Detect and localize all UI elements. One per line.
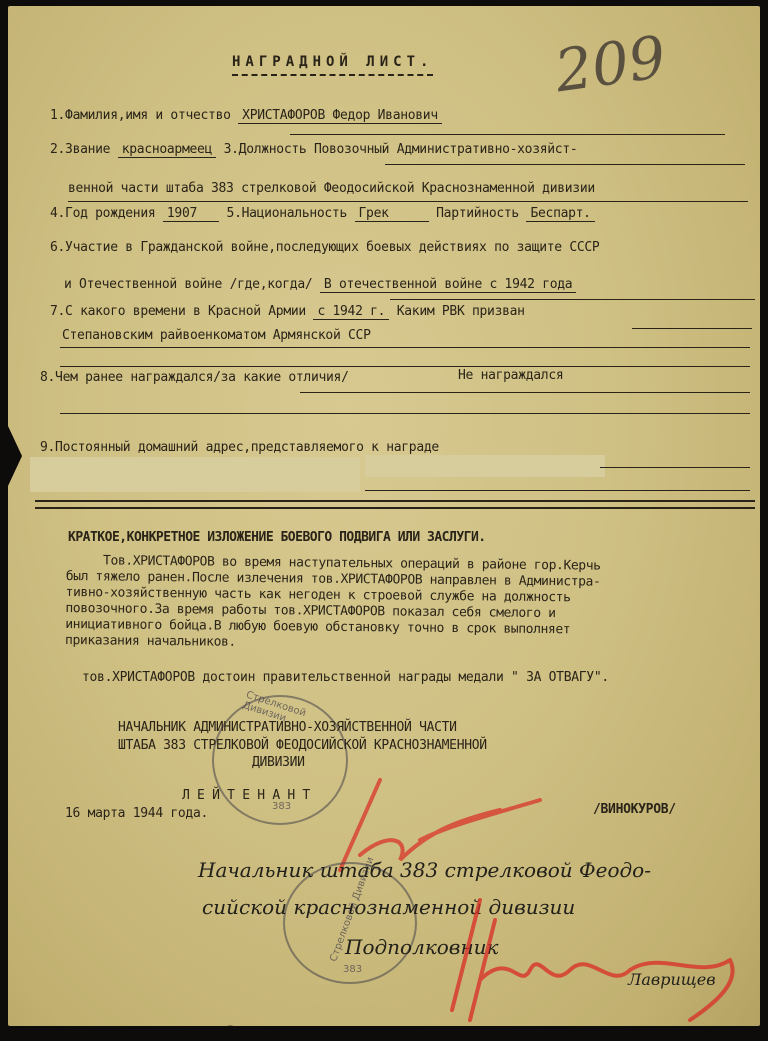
signatory-name: /ВИНОКУРОВ/: [593, 802, 676, 817]
rule: [365, 490, 750, 491]
pencil-registration-number: 209: [550, 22, 670, 106]
stamp-number: 383: [272, 801, 292, 812]
field-2-label: 2.Звание: [50, 142, 111, 157]
document-title: НАГРАДНОЙ ЛИСТ.: [232, 54, 433, 76]
rule: [600, 467, 750, 468]
field-1-label: 1.Фамилия,имя и отчество: [50, 108, 231, 123]
stamp-text: Стрелковой Дивизии: [241, 689, 308, 725]
field-4-value: 1907: [163, 206, 219, 222]
field-5-label: 5.Национальность: [226, 206, 347, 221]
rule: [390, 299, 755, 300]
stamp-number: 383: [343, 964, 363, 975]
field-1: [50, 108, 442, 123]
field-7-label: 7.С какого времени в Красной Армии: [50, 304, 306, 319]
rule: [60, 366, 750, 367]
divider-double: [35, 500, 755, 502]
summary-line: был тяжело ранен.После излечения тов.ХРИСТАФОРОВ направлен в Администра-: [65, 568, 601, 590]
field-7b-value: Степановским райвоенкоматом Армянской ССР: [62, 328, 371, 343]
signatory-rank: Л Е Й Т Е Н А Н Т: [182, 788, 310, 803]
summary-line: Тов.ХРИСТАФОРОВ во время наступательных операций в районе гор.Керчь: [65, 553, 601, 574]
field-4-5: [50, 206, 595, 221]
conclusion: тов.ХРИСТАФОРОВ достоин правительственной награды медали " ЗА ОТВАГУ".: [82, 670, 609, 685]
summary-title: КРАТКОЕ,КОНКРЕТНОЕ ИЗЛОЖЕНИЕ БОЕВОГО ПОДВИГА ИЛИ ЗАСЛУГИ.: [68, 530, 486, 545]
field-8: [40, 370, 349, 385]
field-9-label: 9.Постоянный домашний адрес,представляемого к награде: [40, 440, 439, 455]
rule: [60, 413, 750, 414]
field-6-label-line1: 6.Участие в Гражданской войне,последующих боевых действиях по защите СССР: [50, 240, 600, 255]
handwritten-line1: Начальник штаба 383 стрелковой Феодо-: [198, 858, 651, 882]
summary-text: [65, 553, 756, 656]
paper-tear: [8, 426, 22, 486]
rule: [385, 164, 745, 165]
summary-line: инициативного бойца.В любую боевую обстановку точно в срок выполняет: [65, 616, 571, 638]
field-6-value: В отечественной войне с 1942 года: [320, 277, 576, 293]
signatory-line3: ДИВИЗИИ: [252, 755, 305, 770]
field-6-line2: [64, 277, 576, 292]
rule: [290, 134, 725, 135]
signatory-line2: ШТАБА 383 СТРЕЛКОВОЙ ФЕОДОСИЙСКОЙ КРАСНОЗНАМЕННОЙ: [118, 738, 487, 753]
field-3-value-line1: Повозочный Административно-хозяйст-: [313, 142, 578, 157]
handwritten-name: Лаврищев: [628, 970, 716, 989]
rule: [300, 392, 750, 393]
rule: [632, 328, 752, 329]
field-5-value: Грек: [355, 206, 429, 222]
field-3-continued: [68, 181, 595, 196]
field-8-value: Не награждался: [458, 368, 564, 383]
field-3-label: 3.Должность: [223, 142, 307, 157]
field-2-3: [50, 142, 577, 157]
party-value: Беспарт.: [526, 206, 594, 222]
field-7: [50, 304, 525, 319]
summary-line: тивно-хозяйственную часть как негоден к строевой службе на должность: [65, 584, 571, 606]
field-4-label: 4.Год рождения: [50, 206, 156, 221]
redacted-address: [30, 457, 360, 492]
summary-line: повозочного.За время работы тов.ХРИСТАФОРОВ показал себя смелого и: [65, 600, 556, 622]
field-6-label-line2: и Отечественной войне /где,когда/: [64, 277, 313, 292]
field-7b-label: Каким РВК призван: [396, 304, 525, 319]
redacted-address: [365, 455, 605, 477]
field-7-value: с 1942 г.: [313, 304, 389, 320]
handwritten-line3: Подполковник: [345, 935, 499, 959]
field-3-value-line2: венной части штаба 383 стрелковой Феодосийской Краснознаменной дивизии: [68, 181, 595, 196]
handwritten-line2: сийской краснознаменной дивизии: [202, 895, 576, 919]
rule: [68, 201, 748, 202]
divider-double: [35, 507, 755, 509]
party-label: Партийность: [436, 206, 519, 221]
rule: [60, 347, 750, 348]
stamp-text: Стрелковой Дивизии: [328, 855, 377, 964]
field-2-value: красноармеец: [118, 142, 216, 158]
field-1-value: ХРИСТАФОРОВ Федор Иванович: [238, 108, 442, 124]
summary-line: приказания начальников.: [65, 632, 236, 650]
signatory-line1: НАЧАЛЬНИК АДМИНИСТРАТИВНО-ХОЗЯЙСТВЕННОЙ ЧАСТИ: [118, 720, 457, 735]
field-8-label: 8.Чем ранее награждался/за какие отличия/: [40, 370, 349, 385]
signatory-date: 16 марта 1944 года.: [65, 806, 209, 821]
